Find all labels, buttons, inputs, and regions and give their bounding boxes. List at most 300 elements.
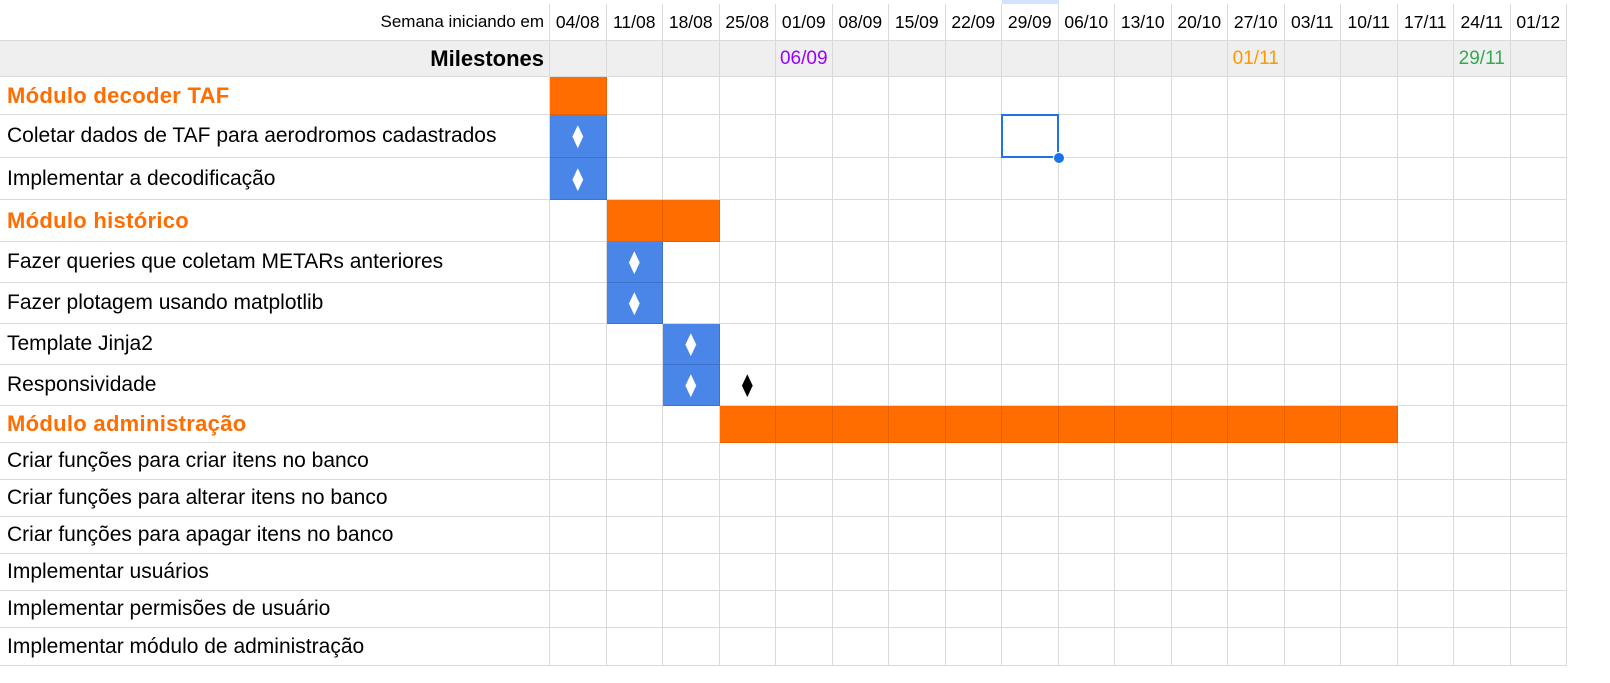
group-bar-cell[interactable]: [776, 406, 833, 443]
gantt-cell[interactable]: [889, 200, 946, 242]
gantt-cell[interactable]: [833, 77, 890, 115]
gantt-cell[interactable]: [1172, 115, 1229, 158]
gantt-cell[interactable]: [833, 517, 890, 554]
task-label[interactable]: Responsividade: [0, 365, 550, 406]
gantt-cell[interactable]: [1398, 365, 1455, 406]
gantt-cell[interactable]: [663, 242, 720, 283]
gantt-cell[interactable]: [1398, 480, 1455, 517]
week-header-cell[interactable]: 13/10: [1115, 4, 1172, 41]
milestone-cell[interactable]: [663, 41, 720, 77]
gantt-cell[interactable]: [946, 158, 1003, 200]
gantt-cell[interactable]: [663, 480, 720, 517]
gantt-cell[interactable]: [1454, 158, 1511, 200]
gantt-cell[interactable]: [889, 158, 946, 200]
group-label[interactable]: Módulo histórico: [0, 200, 550, 242]
gantt-cell[interactable]: [1341, 77, 1398, 115]
gantt-cell[interactable]: [1454, 242, 1511, 283]
gantt-cell[interactable]: [1002, 77, 1059, 115]
gantt-cell[interactable]: [663, 77, 720, 115]
gantt-cell[interactable]: [1059, 77, 1116, 115]
gantt-cell[interactable]: [946, 115, 1003, 158]
gantt-cell[interactable]: [1341, 480, 1398, 517]
gantt-cell[interactable]: [1059, 200, 1116, 242]
gantt-cell[interactable]: [776, 283, 833, 324]
gantt-cell[interactable]: [1511, 242, 1568, 283]
gantt-cell[interactable]: [1059, 480, 1116, 517]
task-bar-cell[interactable]: [550, 158, 607, 200]
gantt-cell[interactable]: [946, 365, 1003, 406]
gantt-cell[interactable]: [776, 158, 833, 200]
gantt-cell[interactable]: [1172, 242, 1229, 283]
task-label[interactable]: Criar funções para alterar itens no banco: [0, 480, 550, 517]
gantt-cell[interactable]: [1454, 628, 1511, 666]
gantt-cell[interactable]: [833, 480, 890, 517]
gantt-cell[interactable]: [1454, 591, 1511, 628]
gantt-cell[interactable]: [1228, 554, 1285, 591]
gantt-cell[interactable]: [776, 77, 833, 115]
gantt-cell[interactable]: [1002, 365, 1059, 406]
week-header-cell[interactable]: 10/11: [1341, 4, 1398, 41]
gantt-cell[interactable]: [720, 200, 777, 242]
gantt-cell[interactable]: [720, 517, 777, 554]
gantt-cell[interactable]: [1398, 77, 1455, 115]
gantt-cell[interactable]: [946, 554, 1003, 591]
gantt-cell[interactable]: [1172, 591, 1229, 628]
gantt-cell[interactable]: [1228, 158, 1285, 200]
gantt-cell[interactable]: [776, 115, 833, 158]
gantt-cell[interactable]: [1511, 443, 1568, 480]
gantt-cell[interactable]: [550, 517, 607, 554]
gantt-cell[interactable]: [889, 77, 946, 115]
gantt-cell[interactable]: [1228, 283, 1285, 324]
gantt-cell[interactable]: [833, 628, 890, 666]
week-header-cell[interactable]: 08/09: [833, 4, 890, 41]
gantt-cell[interactable]: [1172, 554, 1229, 591]
gantt-cell[interactable]: [720, 115, 777, 158]
gantt-cell[interactable]: [1511, 591, 1568, 628]
group-bar-cell[interactable]: [1172, 406, 1229, 443]
gantt-cell[interactable]: [1115, 242, 1172, 283]
gantt-cell[interactable]: [550, 443, 607, 480]
gantt-cell[interactable]: [1398, 200, 1455, 242]
task-bar-cell[interactable]: [607, 283, 664, 324]
task-label[interactable]: Coletar dados de TAF para aerodromos cadastrados: [0, 115, 550, 158]
gantt-cell[interactable]: [1115, 158, 1172, 200]
week-header-cell[interactable]: 15/09: [889, 4, 946, 41]
gantt-cell[interactable]: [720, 591, 777, 628]
group-bar-cell[interactable]: [946, 406, 1003, 443]
gantt-cell[interactable]: [946, 324, 1003, 365]
gantt-cell[interactable]: [607, 406, 664, 443]
gantt-cell[interactable]: [946, 242, 1003, 283]
milestone-cell[interactable]: [889, 41, 946, 77]
gantt-cell[interactable]: [1454, 77, 1511, 115]
gantt-cell[interactable]: [1115, 200, 1172, 242]
gantt-cell[interactable]: [550, 480, 607, 517]
gantt-cell[interactable]: [1059, 628, 1116, 666]
week-header-cell[interactable]: 24/11: [1454, 4, 1511, 41]
gantt-cell[interactable]: [1511, 115, 1568, 158]
gantt-cell[interactable]: [1002, 283, 1059, 324]
gantt-cell[interactable]: [550, 406, 607, 443]
gantt-cell[interactable]: [1115, 324, 1172, 365]
gantt-cell[interactable]: [1454, 517, 1511, 554]
gantt-cell[interactable]: [833, 554, 890, 591]
gantt-cell[interactable]: [1511, 406, 1568, 443]
gantt-cell[interactable]: [946, 200, 1003, 242]
gantt-cell[interactable]: [663, 591, 720, 628]
gantt-cell[interactable]: [776, 200, 833, 242]
week-header-cell[interactable]: 25/08: [720, 4, 777, 41]
week-header-cell[interactable]: 29/09: [1002, 4, 1059, 41]
gantt-cell[interactable]: [1059, 365, 1116, 406]
gantt-cell[interactable]: [1228, 77, 1285, 115]
gantt-cell[interactable]: [1454, 480, 1511, 517]
gantt-cell[interactable]: [1398, 406, 1455, 443]
gantt-cell[interactable]: [1341, 283, 1398, 324]
gantt-cell[interactable]: [1511, 283, 1568, 324]
task-label[interactable]: Criar funções para criar itens no banco: [0, 443, 550, 480]
task-label[interactable]: Template Jinja2: [0, 324, 550, 365]
gantt-cell[interactable]: [833, 324, 890, 365]
gantt-cell[interactable]: [1285, 200, 1342, 242]
gantt-cell[interactable]: [720, 77, 777, 115]
gantt-cell[interactable]: [607, 554, 664, 591]
gantt-cell[interactable]: [663, 115, 720, 158]
gantt-cell[interactable]: [550, 200, 607, 242]
group-bar-cell[interactable]: [1059, 406, 1116, 443]
gantt-cell[interactable]: [1454, 200, 1511, 242]
gantt-cell[interactable]: [1341, 242, 1398, 283]
gantt-cell[interactable]: [1115, 591, 1172, 628]
gantt-cell[interactable]: [720, 283, 777, 324]
gantt-cell[interactable]: [1059, 324, 1116, 365]
milestone-date[interactable]: 01/11: [1228, 41, 1285, 77]
group-label[interactable]: Módulo administração: [0, 406, 550, 443]
gantt-cell[interactable]: [1002, 480, 1059, 517]
gantt-cell[interactable]: [663, 406, 720, 443]
gantt-cell[interactable]: [550, 283, 607, 324]
task-label[interactable]: Implementar módulo de administração: [0, 628, 550, 666]
gantt-cell[interactable]: [1059, 591, 1116, 628]
gantt-cell[interactable]: [1511, 628, 1568, 666]
gantt-cell[interactable]: [1341, 115, 1398, 158]
gantt-cell[interactable]: [776, 242, 833, 283]
week-header-cell[interactable]: 27/10: [1228, 4, 1285, 41]
gantt-cell[interactable]: [889, 242, 946, 283]
gantt-cell[interactable]: [833, 365, 890, 406]
milestone-cell[interactable]: [1341, 41, 1398, 77]
gantt-cell[interactable]: [607, 158, 664, 200]
gantt-cell[interactable]: [1511, 158, 1568, 200]
gantt-cell[interactable]: [1285, 324, 1342, 365]
gantt-cell[interactable]: [946, 283, 1003, 324]
task-bar-cell[interactable]: [663, 365, 720, 406]
gantt-cell[interactable]: [1228, 115, 1285, 158]
gantt-cell[interactable]: [1172, 158, 1229, 200]
gantt-cell[interactable]: [889, 480, 946, 517]
group-bar-cell[interactable]: [833, 406, 890, 443]
gantt-cell[interactable]: [1285, 443, 1342, 480]
gantt-cell[interactable]: [550, 242, 607, 283]
gantt-cell[interactable]: [1002, 554, 1059, 591]
gantt-cell[interactable]: [1398, 324, 1455, 365]
gantt-cell[interactable]: [1172, 283, 1229, 324]
milestone-cell[interactable]: [720, 41, 777, 77]
gantt-cell[interactable]: [1511, 554, 1568, 591]
milestone-cell[interactable]: [1002, 41, 1059, 77]
milestone-cell[interactable]: [1398, 41, 1455, 77]
gantt-cell[interactable]: [607, 77, 664, 115]
gantt-cell[interactable]: [663, 517, 720, 554]
gantt-cell[interactable]: [1172, 480, 1229, 517]
gantt-cell[interactable]: [1285, 591, 1342, 628]
gantt-cell[interactable]: [833, 591, 890, 628]
gantt-cell[interactable]: [833, 283, 890, 324]
gantt-cell[interactable]: [946, 517, 1003, 554]
gantt-cell[interactable]: [1341, 443, 1398, 480]
gantt-cell[interactable]: [1059, 283, 1116, 324]
milestone-cell[interactable]: [1059, 41, 1116, 77]
gantt-cell[interactable]: [1172, 443, 1229, 480]
gantt-cell[interactable]: [1002, 443, 1059, 480]
gantt-cell[interactable]: [1511, 200, 1568, 242]
gantt-cell[interactable]: [776, 517, 833, 554]
gantt-cell[interactable]: [607, 591, 664, 628]
gantt-cell[interactable]: [1285, 628, 1342, 666]
gantt-cell[interactable]: [1341, 628, 1398, 666]
group-bar-cell[interactable]: [607, 200, 664, 242]
gantt-cell[interactable]: [1398, 158, 1455, 200]
task-bar-cell[interactable]: [550, 115, 607, 158]
gantt-cell[interactable]: [1398, 554, 1455, 591]
milestone-cell[interactable]: [1115, 41, 1172, 77]
gantt-cell[interactable]: [1511, 77, 1568, 115]
gantt-cell[interactable]: [946, 628, 1003, 666]
gantt-cell[interactable]: [1454, 283, 1511, 324]
gantt-cell[interactable]: [1511, 517, 1568, 554]
gantt-cell[interactable]: [776, 324, 833, 365]
gantt-cell[interactable]: [1454, 324, 1511, 365]
gantt-cell[interactable]: [1285, 115, 1342, 158]
gantt-cell[interactable]: [1002, 591, 1059, 628]
milestone-cell[interactable]: [1172, 41, 1229, 77]
gantt-cell[interactable]: [550, 628, 607, 666]
gantt-cell[interactable]: [720, 158, 777, 200]
group-bar-cell[interactable]: [550, 77, 607, 115]
gantt-cell[interactable]: [607, 517, 664, 554]
week-header-cell[interactable]: 22/09: [946, 4, 1003, 41]
task-label[interactable]: Criar funções para apagar itens no banco: [0, 517, 550, 554]
gantt-cell[interactable]: [1228, 480, 1285, 517]
gantt-cell[interactable]: [1228, 365, 1285, 406]
group-bar-cell[interactable]: [1341, 406, 1398, 443]
milestones-label[interactable]: Milestones: [0, 41, 550, 77]
gantt-cell[interactable]: [1172, 324, 1229, 365]
gantt-cell[interactable]: [607, 324, 664, 365]
task-label[interactable]: Implementar usuários: [0, 554, 550, 591]
gantt-cell[interactable]: [1228, 628, 1285, 666]
gantt-cell[interactable]: [720, 480, 777, 517]
gantt-cell[interactable]: [607, 365, 664, 406]
gantt-cell[interactable]: [1285, 480, 1342, 517]
task-label[interactable]: Fazer queries que coletam METARs anteriores: [0, 242, 550, 283]
gantt-cell[interactable]: [1115, 365, 1172, 406]
gantt-cell[interactable]: [1398, 517, 1455, 554]
gantt-cell[interactable]: [946, 480, 1003, 517]
gantt-cell[interactable]: [1341, 591, 1398, 628]
gantt-cell[interactable]: [1115, 283, 1172, 324]
gantt-cell[interactable]: [1511, 324, 1568, 365]
milestone-cell[interactable]: [1285, 41, 1342, 77]
gantt-cell[interactable]: [946, 77, 1003, 115]
gantt-cell[interactable]: [1059, 158, 1116, 200]
gantt-cell[interactable]: [1172, 365, 1229, 406]
gantt-cell[interactable]: [1454, 115, 1511, 158]
gantt-cell[interactable]: [889, 443, 946, 480]
gantt-cell[interactable]: [1285, 517, 1342, 554]
gantt-cell[interactable]: [1285, 158, 1342, 200]
week-header-cell[interactable]: 01/12: [1511, 4, 1568, 41]
gantt-cell[interactable]: [1398, 115, 1455, 158]
gantt-cell[interactable]: [1228, 242, 1285, 283]
gantt-cell[interactable]: [663, 443, 720, 480]
milestone-date[interactable]: 29/11: [1454, 41, 1511, 77]
gantt-cell[interactable]: [1228, 443, 1285, 480]
milestone-cell[interactable]: [946, 41, 1003, 77]
gantt-cell[interactable]: [1172, 200, 1229, 242]
gantt-cell[interactable]: [833, 158, 890, 200]
gantt-cell[interactable]: [889, 324, 946, 365]
gantt-cell[interactable]: [889, 517, 946, 554]
gantt-cell[interactable]: [776, 591, 833, 628]
group-bar-cell[interactable]: [663, 200, 720, 242]
gantt-cell[interactable]: [1172, 77, 1229, 115]
gantt-cell[interactable]: [550, 591, 607, 628]
gantt-cell[interactable]: [550, 554, 607, 591]
gantt-cell[interactable]: [1341, 554, 1398, 591]
gantt-cell[interactable]: [889, 628, 946, 666]
gantt-cell[interactable]: [1172, 517, 1229, 554]
group-bar-cell[interactable]: [1285, 406, 1342, 443]
gantt-cell[interactable]: [1115, 115, 1172, 158]
gantt-cell[interactable]: [1454, 365, 1511, 406]
gantt-cell[interactable]: [1341, 324, 1398, 365]
gantt-cell[interactable]: [720, 242, 777, 283]
week-header-cell[interactable]: 01/09: [776, 4, 833, 41]
week-header-label[interactable]: Semana iniciando em: [0, 4, 550, 41]
gantt-cell[interactable]: [1285, 77, 1342, 115]
gantt-cell[interactable]: [889, 115, 946, 158]
gantt-cell[interactable]: [889, 591, 946, 628]
gantt-cell[interactable]: [607, 443, 664, 480]
group-bar-cell[interactable]: [1115, 406, 1172, 443]
week-header-cell[interactable]: 17/11: [1398, 4, 1455, 41]
gantt-cell[interactable]: [1285, 242, 1342, 283]
gantt-cell[interactable]: [663, 158, 720, 200]
gantt-cell[interactable]: [833, 443, 890, 480]
task-label[interactable]: Fazer plotagem usando matplotlib: [0, 283, 550, 324]
week-header-cell[interactable]: 06/10: [1059, 4, 1116, 41]
gantt-cell[interactable]: [1454, 554, 1511, 591]
gantt-cell[interactable]: [776, 554, 833, 591]
task-bar-cell[interactable]: [663, 324, 720, 365]
gantt-cell[interactable]: [776, 443, 833, 480]
gantt-cell[interactable]: [1115, 517, 1172, 554]
gantt-cell[interactable]: [1398, 443, 1455, 480]
gantt-cell[interactable]: [607, 115, 664, 158]
group-label[interactable]: Módulo decoder TAF: [0, 77, 550, 115]
gantt-cell[interactable]: [776, 628, 833, 666]
group-bar-cell[interactable]: [720, 406, 777, 443]
milestone-cell[interactable]: [1511, 41, 1568, 77]
group-bar-cell[interactable]: [1228, 406, 1285, 443]
fill-handle[interactable]: [1053, 152, 1065, 164]
gantt-cell[interactable]: [1398, 283, 1455, 324]
gantt-cell[interactable]: [663, 628, 720, 666]
gantt-cell[interactable]: [663, 554, 720, 591]
week-header-cell[interactable]: 18/08: [663, 4, 720, 41]
gantt-cell[interactable]: [1002, 200, 1059, 242]
gantt-cell[interactable]: [1115, 554, 1172, 591]
gantt-cell[interactable]: [946, 443, 1003, 480]
gantt-cell[interactable]: [607, 628, 664, 666]
group-bar-cell[interactable]: [889, 406, 946, 443]
gantt-cell[interactable]: [1002, 158, 1059, 200]
group-bar-cell[interactable]: [1002, 406, 1059, 443]
gantt-cell[interactable]: [1115, 628, 1172, 666]
gantt-cell[interactable]: [833, 115, 890, 158]
gantt-cell[interactable]: [1511, 480, 1568, 517]
gantt-cell[interactable]: [1285, 283, 1342, 324]
gantt-cell[interactable]: [1115, 480, 1172, 517]
week-header-cell[interactable]: 04/08: [550, 4, 607, 41]
gantt-cell[interactable]: [833, 200, 890, 242]
gantt-cell[interactable]: [550, 365, 607, 406]
gantt-cell[interactable]: [1059, 242, 1116, 283]
gantt-cell[interactable]: [1398, 628, 1455, 666]
week-header-cell[interactable]: 03/11: [1285, 4, 1342, 41]
gantt-cell[interactable]: [720, 324, 777, 365]
gantt-cell[interactable]: [889, 554, 946, 591]
gantt-cell[interactable]: [1228, 324, 1285, 365]
gantt-cell[interactable]: [889, 283, 946, 324]
week-header-cell[interactable]: 11/08: [607, 4, 664, 41]
gantt-cell[interactable]: [550, 324, 607, 365]
gantt-cell[interactable]: [1398, 591, 1455, 628]
gantt-cell[interactable]: [946, 591, 1003, 628]
task-bar-cell[interactable]: [607, 242, 664, 283]
milestone-date[interactable]: 06/09: [776, 41, 833, 77]
selected-cell-outline[interactable]: [1001, 114, 1059, 158]
gantt-cell[interactable]: [1228, 517, 1285, 554]
gantt-cell[interactable]: [833, 242, 890, 283]
gantt-cell[interactable]: [889, 365, 946, 406]
gantt-cell[interactable]: [720, 628, 777, 666]
gantt-cell[interactable]: [1059, 517, 1116, 554]
task-label[interactable]: Implementar a decodificação: [0, 158, 550, 200]
milestone-cell[interactable]: [550, 41, 607, 77]
gantt-cell[interactable]: [1002, 324, 1059, 365]
gantt-cell[interactable]: [1002, 517, 1059, 554]
gantt-cell[interactable]: [1228, 200, 1285, 242]
gantt-cell[interactable]: [1511, 365, 1568, 406]
gantt-cell[interactable]: [1454, 443, 1511, 480]
gantt-cell[interactable]: [663, 283, 720, 324]
gantt-cell[interactable]: [776, 365, 833, 406]
gantt-cell[interactable]: [1228, 591, 1285, 628]
gantt-cell[interactable]: [607, 480, 664, 517]
